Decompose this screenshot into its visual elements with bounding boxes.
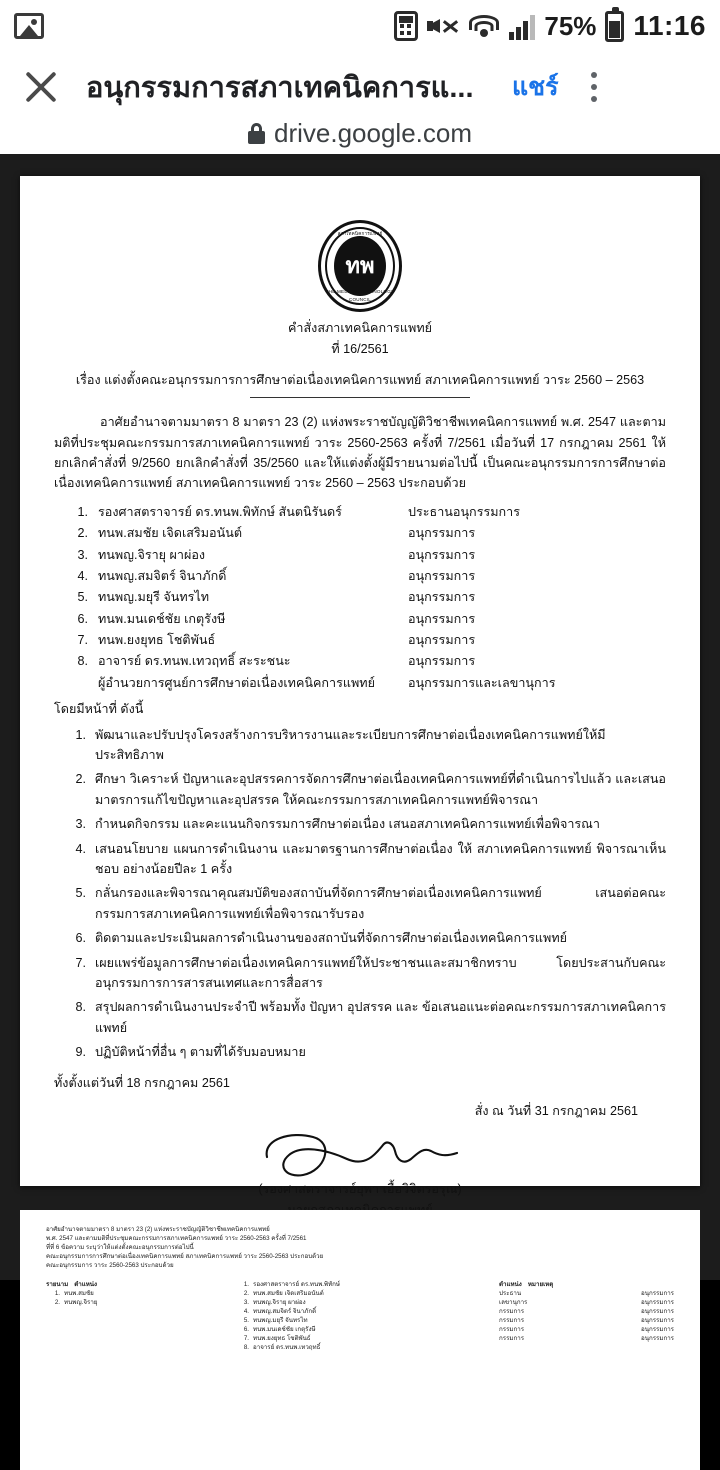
effective-date: ทั้งตั้งแต่วันที่ 18 กรกฎาคม 2561	[54, 1075, 230, 1090]
heading-line-1: คำสั่งสภาเทคนิคการแพทย์	[287, 321, 433, 335]
duty-text: เสนอนโยบาย แผนการดำเนินงาน และมาตรฐานการศึกษาต่อเนื่อง ให้ สภาเทคนิคการแพทย์ พิจารณาเห็นชอบ อย่างน้อยปีละ 1 ครั้ง	[95, 841, 666, 876]
member-name: ทนพญ.จิรายุ ผาผ่อง	[98, 547, 206, 562]
share-button[interactable]: แชร์	[512, 73, 559, 101]
gallery-icon	[14, 13, 44, 39]
member-number: 3.	[77, 547, 88, 562]
duty-number: 6.	[75, 931, 86, 946]
list-item: 3. ทนพญ.จิรายุ ผาผ่อง	[243, 1298, 306, 1306]
column-header: หมายเหตุ	[527, 1280, 554, 1288]
seal-monogram: ทพ	[345, 253, 375, 279]
list-item	[54, 651, 666, 671]
list-item	[54, 1042, 666, 1062]
duty-text: เผยแพร่ข้อมูลการศึกษาต่อเนื่องเทคนิคการแพทย์ให้ประชาชนและสมาชิกทราบ โดยประสานกับคณะอนุกรรมการการสารสนเทศและการสื่อสาร	[95, 955, 666, 990]
seal-bottom-text: THE MEDICAL TECHNOLOGY COUNCIL	[325, 289, 395, 302]
list-item	[54, 566, 666, 586]
duties-list	[54, 725, 666, 1063]
list-item: กรรมการ อนุกรรมการ	[499, 1325, 674, 1333]
duty-text: พัฒนาและปรับปรุงโครงสร้างการบริหารงานและระเบียบการศึกษาต่อเนื่องเทคนิคการแพทย์ให้มีประสิทธิภาพ	[95, 727, 606, 763]
member-name: ทนพญ.สมจิตร์ จินาภักดิ์	[98, 568, 227, 583]
list-item: 7. ทนพ.ยงยุทธ โชติพันธ์	[243, 1334, 311, 1342]
list-item: 2. ทนพ.สมชัย เจิดเสริมอนันต์	[243, 1289, 324, 1297]
member-role: อนุกรรมการ	[408, 568, 476, 583]
seal-top-text: สภาเทคนิคการแพทย์	[337, 231, 383, 236]
heading-line-2: ที่ 16/2561	[331, 342, 389, 357]
list-item	[54, 725, 666, 766]
list-item	[54, 839, 666, 880]
calculator-icon	[394, 11, 418, 41]
duty-text: ศึกษา วิเคราะห์ ปัญหาและอุปสรรคการจัดการศึกษาต่อเนื่องเทคนิคการแพทย์ที่ดำเนินการไปแล้ว และเสนอมาตรการแก้ไขปัญหาและอุปสรรค ให้คณะกรรมการสภาเทคนิคการแพทย์พิจารณา	[95, 772, 666, 807]
list-item	[54, 630, 666, 650]
list-item: 8. อาจารย์ ดร.ทนพ.เทวฤทธิ์	[243, 1343, 321, 1351]
member-name: ทนพญ.มยุรี จันทรไท	[98, 590, 210, 605]
member-role: อนุกรรมการ	[408, 547, 476, 562]
more-vertical-icon[interactable]	[571, 72, 617, 102]
url-label: drive.google.com	[274, 118, 472, 148]
member-number: 5.	[77, 590, 88, 605]
duty-text: สรุปผลการดำเนินงานประจำปี พร้อมทั้ง ปัญหา อุปสรรค และ ข้อเสนอแนะต่อคณะกรรมการสภาเทคนิคการแพทย์	[95, 1000, 666, 1035]
list-item	[54, 545, 666, 565]
council-seal	[318, 220, 402, 312]
member-number: 1.	[77, 504, 88, 519]
order-date: สั่ง ณ วันที่ 31 กรกฎาคม 2561	[474, 1103, 638, 1118]
member-list	[54, 502, 666, 694]
clock-label: 11:16	[633, 10, 706, 41]
list-item	[54, 523, 666, 543]
column-header: ตำแหน่ง	[499, 1280, 522, 1288]
member-name: ผู้อำนวยการศูนย์การศึกษาต่อเนื่องเทคนิคการแพทย์	[98, 675, 375, 690]
member-name: ทนพ.สมชัย เจิดเสริมอนันต์	[98, 526, 243, 541]
document-viewer[interactable]	[0, 154, 720, 1351]
signature-image	[255, 1127, 465, 1185]
next-header-line: ที่ที่ 6 ข้อความ ระบุว่าให้แต่งตั้งคณะอนุกรรมการต่อไปนี้	[46, 1243, 194, 1251]
member-number: 6.	[77, 611, 88, 626]
next-header-line: คณะอนุกรรมการการศึกษาต่อเนื่องเทคนิคการแพทย์ สภาเทคนิคการแพทย์ วาระ 2560-2563 ประกอบด้วย	[46, 1252, 324, 1260]
duty-text: กำหนดกิจกรรม และคะแนนกิจกรรมการศึกษาต่อเนื่อง เสนอสภาเทคนิคการแพทย์เพื่อพิจารณา	[95, 817, 600, 832]
url-bar[interactable]	[0, 118, 720, 149]
signature-block	[54, 1127, 666, 1220]
document-heading	[54, 318, 666, 360]
list-item	[54, 769, 666, 810]
next-col-1	[46, 1281, 221, 1353]
duty-number: 1.	[75, 727, 86, 742]
lock-icon	[248, 123, 265, 144]
document-preamble: อาศัยอำนาจตามมาตรา 8 มาตรา 23 (2) แห่งพระราชบัญญัติวิชาชีพเทคนิคการแพทย์ พ.ศ. 2547 และตามมติที่ประชุมคณะกรรมการสภาเทคนิคการแพทย์ วาระ 2560-2563 ครั้งที่ 7/2561 เมื่อวันที่ 17 กรกฎาคม 2561 ให้ยกเลิกคำสั่งที่ 9/2560 ยกเลิกคำสั่งที่ 35/2560 และให้แต่งตั้งผู้มีรายนามต่อไปนี้ เป็นคณะอนุกรรมการการศึกษาต่อเนื่องเทคนิคการแพทย์ สภาเทคนิคการแพทย์ วาระ 2560 – 2563 ประกอบด้วย	[54, 415, 666, 491]
list-item	[54, 502, 666, 522]
list-item: 4. ทนพญ.สมจิตร์ จินาภักดิ์	[243, 1307, 317, 1315]
member-name: ทนพ.มนเดช์ชัย เกตุรังษี	[98, 611, 226, 626]
list-item	[54, 997, 666, 1038]
duties-lead: โดยมีหน้าที่ ดังนี้	[54, 702, 144, 717]
member-name: รองศาสตราจารย์ ดร.ทนพ.พิทักษ์ สันตนิรันดร์	[98, 504, 342, 519]
list-item	[54, 814, 666, 834]
duty-number: 9.	[75, 1045, 86, 1060]
duty-number: 5.	[75, 886, 86, 901]
next-col-3	[499, 1281, 674, 1353]
list-item: 1. รองศาสตราจารย์ ดร.ทนพ.พิทักษ์	[243, 1280, 340, 1288]
battery-icon	[605, 11, 624, 42]
list-item	[54, 953, 666, 994]
member-role: ประธานอนุกรรมการ	[408, 504, 520, 519]
duty-number: 2.	[75, 772, 86, 787]
member-number: 7.	[77, 633, 88, 648]
duty-number: 8.	[75, 1000, 86, 1015]
close-icon[interactable]	[18, 64, 64, 110]
member-role: อนุกรรมการ	[408, 590, 476, 605]
duty-number: 7.	[75, 955, 86, 970]
duty-text: กลั่นกรองและพิจารณาคุณสมบัติของสถาบันที่จัดการศึกษาต่อเนื่องเทคนิคการแพทย์ เสนอต่อคณะกรรมการสภาเทคนิคการแพทย์เพื่อพิจารณารับรอง	[95, 886, 666, 921]
duty-text: ติดตามและประเมินผลการดำเนินงานของสถาบันที่จัดการศึกษาต่อเนื่องเทคนิคการแพทย์	[95, 931, 568, 946]
member-role: อนุกรรมการ	[408, 633, 476, 648]
list-item	[54, 609, 666, 629]
member-role: อนุกรรมการ	[408, 526, 476, 541]
signal-icon	[509, 12, 535, 40]
list-item	[54, 883, 666, 924]
mute-icon	[427, 12, 459, 40]
list-item: กรรมการ อนุกรรมการ	[499, 1334, 674, 1342]
next-col-2	[235, 1281, 485, 1353]
duty-number: 4.	[75, 841, 86, 856]
next-header-line: อาศัยอำนาจตามมาตรา 8 มาตรา 23 (2) แห่งพระราชบัญญัติวิชาชีพเทคนิคการแพทย์	[46, 1226, 270, 1233]
page-title: อนุกรรมการสภาเทคนิคการแ...	[86, 72, 474, 104]
document-subject: เรื่อง แต่งตั้งคณะอนุกรรมการการศึกษาต่อเนื่องเทคนิคการแพทย์ สภาเทคนิคการแพทย์ วาระ 2560 – 2563	[75, 372, 645, 387]
list-item: 1. ทนพ.สมชัย	[54, 1289, 94, 1297]
list-item: กรรมการ อนุกรรมการ	[499, 1307, 674, 1315]
list-item: กรรมการ อนุกรรมการ	[499, 1316, 674, 1324]
browser-header	[0, 52, 720, 154]
status-bar	[0, 0, 720, 52]
wifi-icon	[468, 13, 500, 39]
duty-number: 3.	[75, 817, 86, 832]
list-item: 6. ทนพ.มนเดช์ชัย เกตุรังษี	[243, 1325, 316, 1333]
member-number	[54, 673, 88, 693]
list-item: 5. ทนพญ.มยุรี จันทรไท	[243, 1316, 308, 1324]
duty-text: ปฏิบัติหน้าที่อื่น ๆ ตามที่ได้รับมอบหมาย	[95, 1045, 306, 1060]
list-item	[54, 928, 666, 948]
next-header-line: พ.ศ. 2547 และตามมติที่ประชุมคณะกรรมการสภาเทคนิคการแพทย์ วาระ 2560-2563 ครั้งที่ 7/2561	[46, 1234, 307, 1242]
list-item: เลขานุการ อนุกรรมการ	[499, 1298, 674, 1306]
document-page-1	[20, 176, 700, 1197]
list-item	[54, 587, 666, 607]
member-role: อนุกรรมการ	[408, 611, 476, 626]
battery-percent-label: 75%	[544, 10, 597, 41]
member-name: ทนพ.ยงยุทธ โชติพันธ์	[98, 633, 216, 648]
member-name: อาจารย์ ดร.ทนพ.เทวฤทธิ์ สะระชนะ	[98, 654, 291, 669]
list-item: ประธาน อนุกรรมการ	[499, 1289, 674, 1297]
divider	[250, 397, 470, 398]
next-header-line: คณะอนุกรรมการ วาระ 2560-2563 ประกอบด้วย	[46, 1261, 174, 1269]
document-page-2	[20, 1210, 700, 1470]
list-item: 2. ทนพญ.จิรายุ	[54, 1298, 98, 1306]
member-role: อนุกรรมการ	[408, 654, 476, 669]
signer-name: (รองศาสตราจารย์ยุพา เอื้อวิจิตรอรุณ)	[258, 1182, 462, 1197]
column-header: ตำแหน่ง	[74, 1280, 98, 1288]
member-number: 2.	[77, 526, 88, 541]
list-item	[54, 673, 666, 693]
member-role: อนุกรรมการและเลขานุการ	[408, 675, 556, 690]
member-number: 8.	[77, 654, 88, 669]
column-header: รายนาม	[46, 1280, 69, 1288]
member-number: 4.	[77, 568, 88, 583]
